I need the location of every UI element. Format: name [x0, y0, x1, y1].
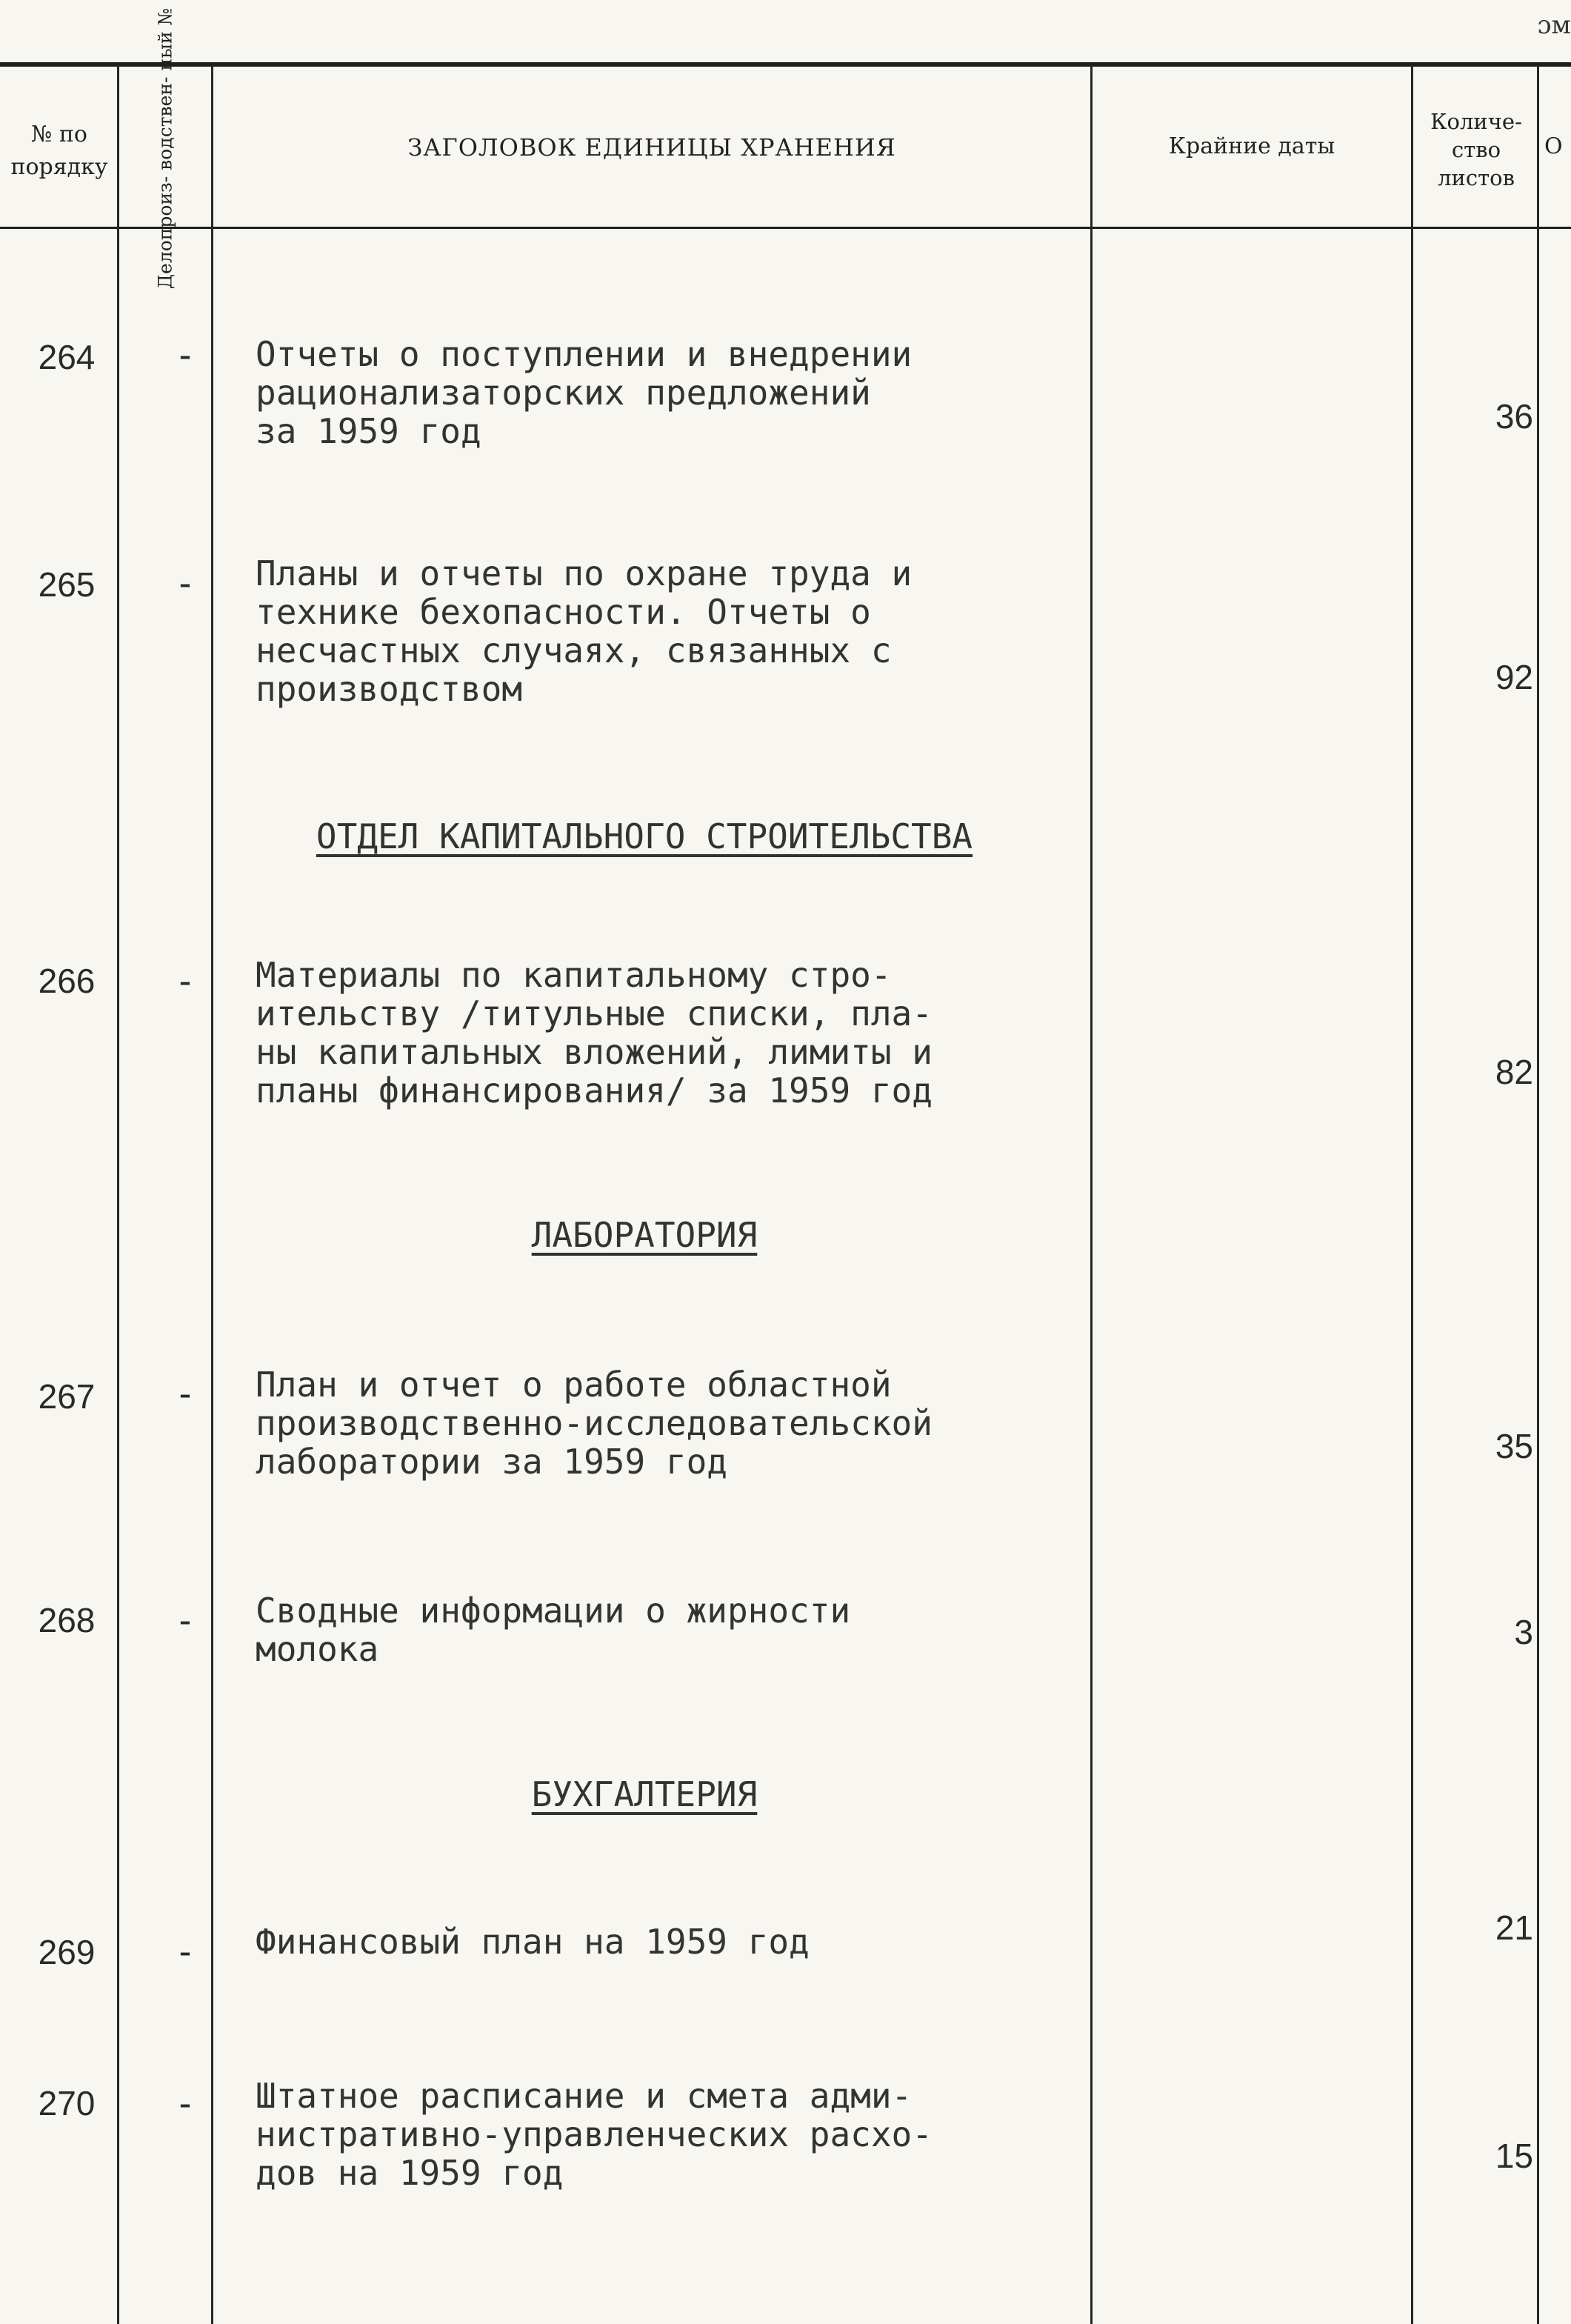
row-sheets: 82: [1495, 1053, 1533, 1091]
header-number: № по порядку: [10, 121, 108, 180]
section-heading: ОТДЕЛ КАПИТАЛЬНОГО СТРОИТЕЛЬСТВА: [316, 816, 973, 856]
row-delo: -: [179, 562, 192, 604]
row-number: 270: [38, 2084, 96, 2122]
header-delo: [119, 7, 211, 289]
row-title: План и отчет о работе областной производственно-исследовательской лаборатории за 1959 год: [256, 1365, 933, 1482]
header-sheets: Количе- ство листов: [1430, 109, 1522, 190]
row-sheets: 15: [1495, 2137, 1533, 2175]
header-dates: Крайние даты: [1168, 133, 1335, 159]
row-title: Штатное расписание и смета адми- нистративно-управленческих расхо- дов на 1959 год: [256, 2076, 933, 2193]
col-rule-1: [117, 65, 119, 2324]
row-title: Отчеты о поступлении и внедрении рационализаторских предложений за 1959 год: [256, 334, 913, 451]
top-rule: [0, 62, 1571, 67]
row-delo: -: [179, 960, 192, 1002]
row-title: Финансовый план на 1959 год: [256, 1922, 810, 1962]
col-rule-4: [1411, 65, 1413, 2324]
row-delo: -: [179, 1931, 192, 1972]
col-rule-5: [1537, 65, 1539, 2324]
section-heading: ЛАБОРАТОРИЯ: [531, 1215, 758, 1255]
corner-mark: ɔм: [1537, 10, 1571, 40]
header-rule: [0, 227, 1571, 229]
row-title: Планы и отчеты по охране труда и технике бехопасности. Отчеты о несчастных случаях, связанных с производством: [256, 553, 913, 709]
header-delo-label: Делопроиз- водствен- ный №: [154, 7, 176, 289]
row-title: Материалы по капитальному стро- ительству /титульные списки, пла- ны капитальных вложений, лимиты и планы финансирования/ за 1959 год: [256, 955, 933, 1111]
row-delo: -: [179, 1599, 192, 1641]
row-number: 269: [38, 1933, 96, 1971]
row-delo: -: [179, 1373, 192, 1414]
row-number: 266: [38, 962, 96, 1000]
col-rule-3: [1090, 65, 1093, 2324]
header-title: ЗАГОЛОВОК ЕДИНИЦЫ ХРАНЕНИЯ: [407, 133, 896, 162]
col-rule-2: [211, 65, 213, 2324]
row-sheets: 35: [1495, 1427, 1533, 1465]
row-number: 264: [38, 338, 96, 376]
row-delo: -: [179, 2082, 192, 2124]
row-title: Сводные информации о жирности молока: [256, 1591, 851, 1669]
section-heading: БУХГАЛТЕРИЯ: [531, 1774, 758, 1814]
row-sheets: 92: [1495, 658, 1533, 696]
row-number: 267: [38, 1377, 96, 1416]
row-delo: -: [179, 334, 192, 376]
row-number: 268: [38, 1601, 96, 1639]
row-sheets: 21: [1495, 1908, 1533, 1947]
header-cut-column: О: [1544, 133, 1563, 159]
row-number: 265: [38, 565, 96, 604]
row-sheets: 3: [1514, 1613, 1533, 1651]
row-sheets: 36: [1495, 397, 1533, 436]
